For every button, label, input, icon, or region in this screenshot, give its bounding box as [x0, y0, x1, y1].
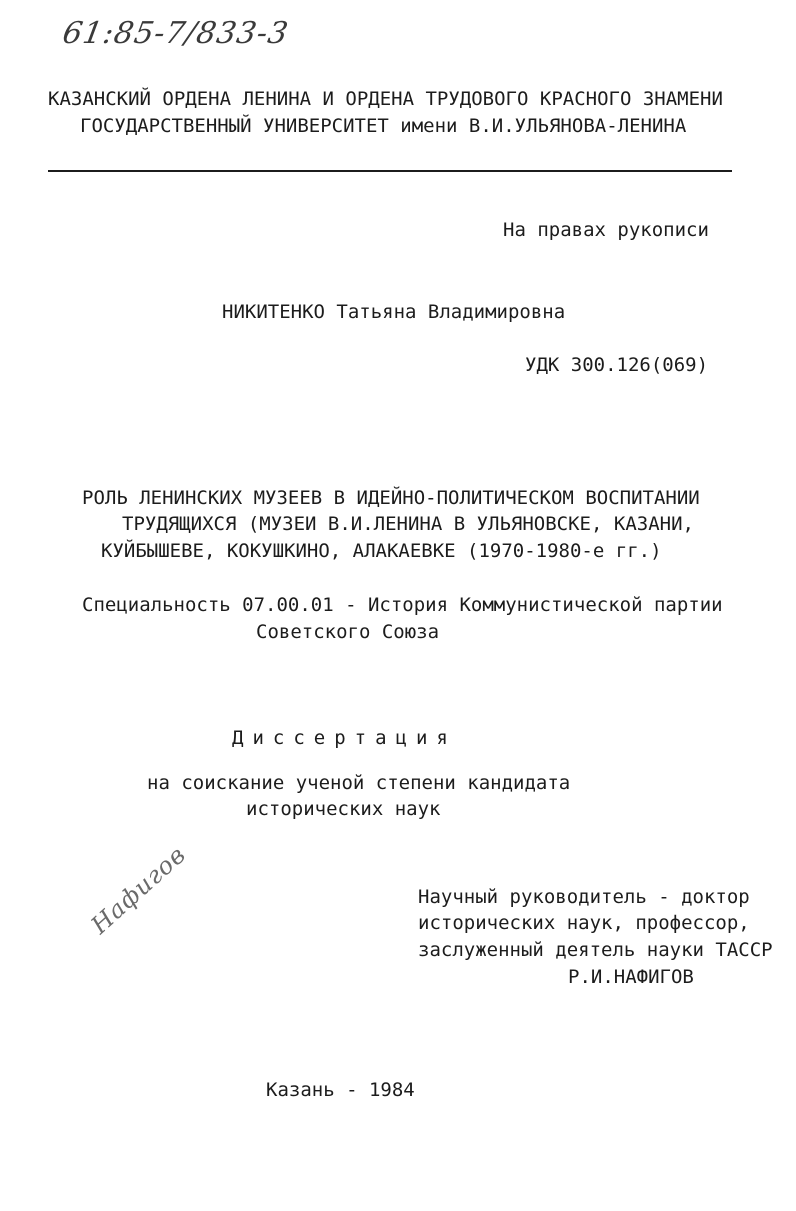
title-line-1: РОЛЬ ЛЕНИНСКИХ МУЗЕЕВ В ИДЕЙНО-ПОЛИТИЧЕСКОМ ВОСПИТАНИИ — [82, 487, 700, 509]
supervisor-line-2: исторических наук, профессор, — [418, 912, 750, 934]
handwritten-signature: Нафигов — [85, 840, 192, 940]
header-line-1: КАЗАНСКИЙ ОРДЕНА ЛЕНИНА И ОРДЕНА ТРУДОВОГО КРАСНОГО ЗНАМЕНИ — [48, 88, 723, 110]
udc-code: УДК 300.126(069) — [525, 354, 709, 376]
degree-line-1: на соискание ученой степени кандидата — [147, 772, 571, 794]
title-line-2: ТРУДЯЩИХСЯ (МУЗЕИ В.И.ЛЕНИНА В УЛЬЯНОВСКЕ, КАЗАНИ, — [122, 513, 694, 535]
supervisor-line-3: заслуженный деятель науки ТАССР — [418, 939, 773, 961]
work-type: Диссертация — [232, 727, 457, 749]
author-name: НИКИТЕНКО Татьяна Владимировна — [222, 301, 566, 323]
degree-line-2: исторических наук — [246, 798, 441, 820]
city-year: Казань - 1984 — [266, 1079, 415, 1101]
supervisor-line-1: Научный руководитель - доктор — [418, 886, 750, 908]
supervisor-name: Р.И.НАФИГОВ — [568, 966, 694, 988]
title-line-3: КУЙБЫШЕВЕ, КОКУШКИНО, АЛАКАЕВКЕ (1970-1980-е гг.) — [101, 540, 662, 562]
manuscript-note: На правах рукописи — [503, 219, 709, 241]
header-divider — [48, 170, 732, 172]
archive-handwritten-mark: 61:85-7/833-3 — [59, 16, 292, 51]
specialty-line-1: Специальность 07.00.01 - История Коммунистической партии — [82, 594, 723, 616]
header-line-2: ГОСУДАРСТВЕННЫЙ УНИВЕРСИТЕТ имени В.И.УЛЬЯНОВА-ЛЕНИНА — [80, 115, 687, 137]
specialty-line-2: Советского Союза — [256, 621, 440, 643]
